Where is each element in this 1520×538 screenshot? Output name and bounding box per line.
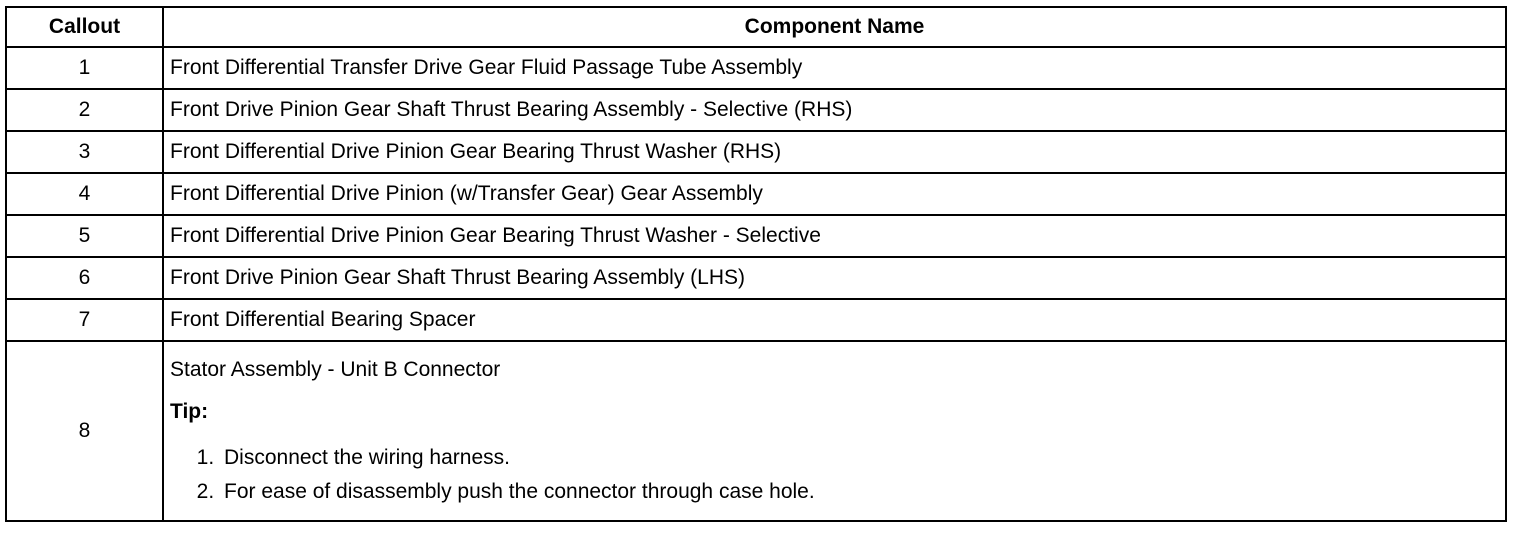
component-name-header: Component Name [163, 7, 1506, 47]
component-name-cell: Front Drive Pinion Gear Shaft Thrust Bearing Assembly (LHS) [163, 257, 1506, 299]
component-table [5, 6, 1507, 522]
component-name-cell [163, 341, 1506, 521]
tip-step: 1. Disconnect the wiring harness. [220, 441, 1499, 475]
table-row [6, 47, 1506, 89]
table-row [6, 257, 1506, 299]
tip-steps-list [170, 441, 1499, 509]
tip-label: Tip: [170, 400, 209, 423]
table-row [6, 89, 1506, 131]
callout-cell: 7 [6, 299, 163, 341]
callout-cell: 5 [6, 215, 163, 257]
component-name-text: Stator Assembly - Unit B Connector [170, 358, 501, 381]
callout-cell: 3 [6, 131, 163, 173]
tip-step: 2. For ease of disassembly push the connector through case hole. [220, 475, 1499, 509]
component-name-cell: Front Differential Drive Pinion Gear Bearing Thrust Washer - Selective [163, 215, 1506, 257]
callout-cell: 8 [6, 341, 163, 521]
table-row [6, 131, 1506, 173]
table-row [6, 341, 1506, 521]
component-name-cell: Front Differential Bearing Spacer [163, 299, 1506, 341]
table-row [6, 299, 1506, 341]
header-row [6, 7, 1506, 47]
callout-cell: 6 [6, 257, 163, 299]
component-name-cell: Front Differential Drive Pinion Gear Bearing Thrust Washer (RHS) [163, 131, 1506, 173]
callout-cell: 2 [6, 89, 163, 131]
callout-header: Callout [6, 7, 163, 47]
table-row [6, 215, 1506, 257]
component-name-cell: Front Differential Drive Pinion (w/Transfer Gear) Gear Assembly [163, 173, 1506, 215]
component-name-cell: Front Differential Transfer Drive Gear Fluid Passage Tube Assembly [163, 47, 1506, 89]
table-row [6, 173, 1506, 215]
callout-cell: 4 [6, 173, 163, 215]
component-name-cell: Front Drive Pinion Gear Shaft Thrust Bearing Assembly - Selective (RHS) [163, 89, 1506, 131]
callout-cell: 1 [6, 47, 163, 89]
